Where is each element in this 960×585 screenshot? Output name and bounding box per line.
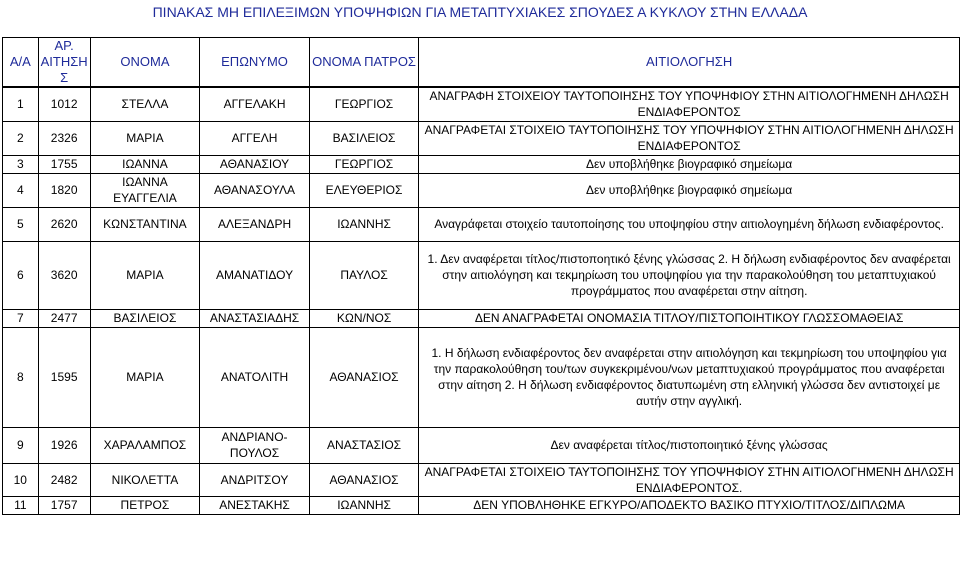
cell-first-name: ΚΩΝΣΤΑΝΤΙΝΑ — [90, 207, 200, 241]
cell-reason: Δεν αναφέρεται τίτλος/πιστοποιητικό ξένης γλώσσας — [419, 427, 960, 463]
cell-last-name: ΑΝΑΤΟΛΙΤΗ — [200, 327, 310, 427]
ineligible-candidates-table — [2, 37, 960, 515]
table-row — [3, 463, 960, 496]
cell-last-name: ΑΝΔΡΙΤΣΟΥ — [200, 463, 310, 496]
ineligible-candidates-table-wrap — [2, 37, 960, 515]
table-row — [3, 427, 960, 463]
cell-father-name: ΙΩΑΝΝΗΣ — [309, 207, 418, 241]
table-row — [3, 207, 960, 241]
table-row — [3, 87, 960, 121]
header-first-name: ΟΝΟΜΑ — [90, 38, 200, 88]
header-row — [3, 38, 960, 88]
cell-row-number: 6 — [3, 241, 39, 309]
cell-row-number: 10 — [3, 463, 39, 496]
table-row — [3, 121, 960, 155]
cell-father-name: ΠΑΥΛΟΣ — [309, 241, 418, 309]
cell-father-name: ΓΕΩΡΓΙΟΣ — [309, 87, 418, 121]
cell-first-name: ΧΑΡΑΛΑΜΠΟΣ — [90, 427, 200, 463]
table-row — [3, 173, 960, 207]
cell-father-name: ΚΩΝ/ΝΟΣ — [309, 309, 418, 327]
table-row — [3, 496, 960, 514]
cell-first-name: ΒΑΣΙΛΕΙΟΣ — [90, 309, 200, 327]
cell-row-number: 4 — [3, 173, 39, 207]
cell-reason: Αναγράφεται στοιχείο ταυτοποίησης του υποψηφίου στην αιτιολογημένη δήλωση ενδιαφέροντος. — [419, 207, 960, 241]
cell-reason: ΔΕΝ ΑΝΑΓΡΑΦΕΤΑΙ ΟΝΟΜΑΣΙΑ ΤΙΤΛΟΥ/ΠΙΣΤΟΠΟΙΗΤΙΚΟΥ ΓΛΩΣΣΟΜΑΘΕΙΑΣ — [419, 309, 960, 327]
cell-last-name: ΑΓΓΕΛΑΚΗ — [200, 87, 310, 121]
cell-father-name: ΙΩΑΝΝΗΣ — [309, 496, 418, 514]
cell-father-name: ΑΝΑΣΤΑΣΙΟΣ — [309, 427, 418, 463]
cell-row-number: 7 — [3, 309, 39, 327]
cell-application-number: 3620 — [38, 241, 90, 309]
cell-first-name: ΜΑΡΙΑ — [90, 327, 200, 427]
header-application-number: ΑΡ. ΑΙΤΗΣΗ Σ — [38, 38, 90, 88]
cell-application-number: 1757 — [38, 496, 90, 514]
cell-reason: Δεν υποβλήθηκε βιογραφικό σημείωμα — [419, 155, 960, 173]
cell-first-name: ΙΩΑΝΝΑ ΕΥΑΓΓΕΛΙΑ — [90, 173, 200, 207]
cell-row-number: 2 — [3, 121, 39, 155]
cell-reason: 1. Η δήλωση ενδιαφέροντος δεν αναφέρεται στην αιτιολόγηση και τεκμηρίωση του υποψηφίου για την παρακολούθηση του/των συγκεκριμένου/νων μεταπτυχιακού προγράμματος που αναφέρεται στην αίτηση 2. Η δήλωση ενδιαφέροντος διατυπωμένη στη ελληνική γλώσσα δεν αντιστοιχεί με αυτήν στην αγγλική. — [419, 327, 960, 427]
cell-row-number: 8 — [3, 327, 39, 427]
cell-first-name: ΜΑΡΙΑ — [90, 241, 200, 309]
cell-father-name: ΕΛΕΥΘΕΡΙΟΣ — [309, 173, 418, 207]
page-title: ΠΙΝΑΚΑΣ ΜΗ ΕΠΙΛΕΞΙΜΩΝ ΥΠΟΨΗΦΙΩΝ ΓΙΑ ΜΕΤΑΠΤΥΧΙΑΚΕΣ ΣΠΟΥΔΕΣ Α ΚΥΚΛΟΥ ΣΤΗΝ ΕΛΛΑΔΑ — [152, 4, 808, 20]
cell-application-number: 1820 — [38, 173, 90, 207]
cell-last-name: ΑΜΑΝΑΤΙΔΟΥ — [200, 241, 310, 309]
cell-application-number: 1012 — [38, 87, 90, 121]
cell-reason: 1. Δεν αναφέρεται τίτλος/πιστοποητικό ξένης γλώσσας 2. Η δήλωση ενδιαφέροντος δεν αναφέρεται στην αιτιολόγηση και τεκμηρίωση του υποψηφίου για την παρακολούθηση του μεταπτυχιακού προγράμματος που αναφέρεται στην αίτηση. — [419, 241, 960, 309]
cell-application-number: 1926 — [38, 427, 90, 463]
header-aa: Α/Α — [3, 38, 39, 88]
cell-last-name: ΑΝΕΣΤΑΚΗΣ — [200, 496, 310, 514]
cell-last-name: ΑΓΓΕΛΗ — [200, 121, 310, 155]
cell-row-number: 1 — [3, 87, 39, 121]
cell-application-number: 2482 — [38, 463, 90, 496]
cell-first-name: ΙΩΑΝΝΑ — [90, 155, 200, 173]
cell-row-number: 11 — [3, 496, 39, 514]
cell-first-name: ΣΤΕΛΛΑ — [90, 87, 200, 121]
cell-first-name: ΠΕΤΡΟΣ — [90, 496, 200, 514]
header-last-name: ΕΠΩΝΥΜΟ — [200, 38, 310, 88]
cell-application-number: 1595 — [38, 327, 90, 427]
cell-father-name: ΑΘΑΝΑΣΙΟΣ — [309, 327, 418, 427]
table-row — [3, 155, 960, 173]
cell-reason: ΔΕΝ ΥΠΟΒΛΗΘΗΚΕ ΕΓΚΥΡΟ/ΑΠΟΔΕΚΤΟ ΒΑΣΙΚΟ ΠΤΥΧΙΟ/ΤΙΤΛΟΣ/ΔΙΠΛΩΜΑ — [419, 496, 960, 514]
cell-row-number: 3 — [3, 155, 39, 173]
table-row — [3, 327, 960, 427]
table-body — [3, 87, 960, 514]
header-reason: ΑΙΤΙΟΛΟΓΗΣΗ — [419, 38, 960, 88]
cell-application-number: 2477 — [38, 309, 90, 327]
cell-reason: ΑΝΑΓΡΑΦΕΤΑΙ ΣΤΟΙΧΕΙΟ ΤΑΥΤΟΠΟΙΗΣΗΣ ΤΟΥ ΥΠΟΨΗΦΙΟΥ ΣΤΗΝ ΑΙΤΙΟΛΟΓΗΜΕΝΗ ΔΗΛΩΣΗ ΕΝΔΙΑΦΕΡΟΝΤΟΣ — [419, 121, 960, 155]
cell-application-number: 2326 — [38, 121, 90, 155]
cell-reason: ΑΝΑΓΡΑΦΗ ΣΤΟΙΧΕΙΟΥ ΤΑΥΤΟΠΟΙΗΣΗΣ ΤΟΥ ΥΠΟΨΗΦΙΟΥ ΣΤΗΝ ΑΙΤΙΟΛΟΓΗΜΕΝΗ ΔΗΛΩΣΗ ΕΝΔΙΑΦΕΡΟΝΤΟΣ — [419, 87, 960, 121]
cell-row-number: 5 — [3, 207, 39, 241]
cell-father-name: ΓΕΩΡΓΙΟΣ — [309, 155, 418, 173]
cell-last-name: ΑΛΕΞΑΝΔΡΗ — [200, 207, 310, 241]
cell-father-name: ΒΑΣΙΛΕΙΟΣ — [309, 121, 418, 155]
cell-last-name: ΑΝΑΣΤΑΣΙΑΔΗΣ — [200, 309, 310, 327]
cell-reason: ΑΝΑΓΡΑΦΕΤΑΙ ΣΤΟΙΧΕΙΟ ΤΑΥΤΟΠΟΙΗΣΗΣ ΤΟΥ ΥΠΟΨΗΦΙΟΥ ΣΤΗΝ ΑΙΤΙΟΛΟΓΗΜΕΝΗ ΔΗΛΩΣΗ ΕΝΔΙΑΦΕΡΟΝΤΟΣ. — [419, 463, 960, 496]
cell-application-number: 2620 — [38, 207, 90, 241]
cell-reason: Δεν υποβλήθηκε βιογραφικό σημείωμα — [419, 173, 960, 207]
cell-last-name: ΑΘΑΝΑΣΟΥΛΑ — [200, 173, 310, 207]
table-row — [3, 309, 960, 327]
header-father-name: ΟΝΟΜΑ ΠΑΤΡΟΣ — [309, 38, 418, 88]
cell-last-name: ΑΝΔΡΙΑΝΟ- ΠΟΥΛΟΣ — [200, 427, 310, 463]
cell-first-name: ΝΙΚΟΛΕΤΤΑ — [90, 463, 200, 496]
cell-application-number: 1755 — [38, 155, 90, 173]
cell-last-name: ΑΘΑΝΑΣΙΟΥ — [200, 155, 310, 173]
table-row — [3, 241, 960, 309]
cell-first-name: ΜΑΡΙΑ — [90, 121, 200, 155]
cell-row-number: 9 — [3, 427, 39, 463]
cell-father-name: ΑΘΑΝΑΣΙΟΣ — [309, 463, 418, 496]
